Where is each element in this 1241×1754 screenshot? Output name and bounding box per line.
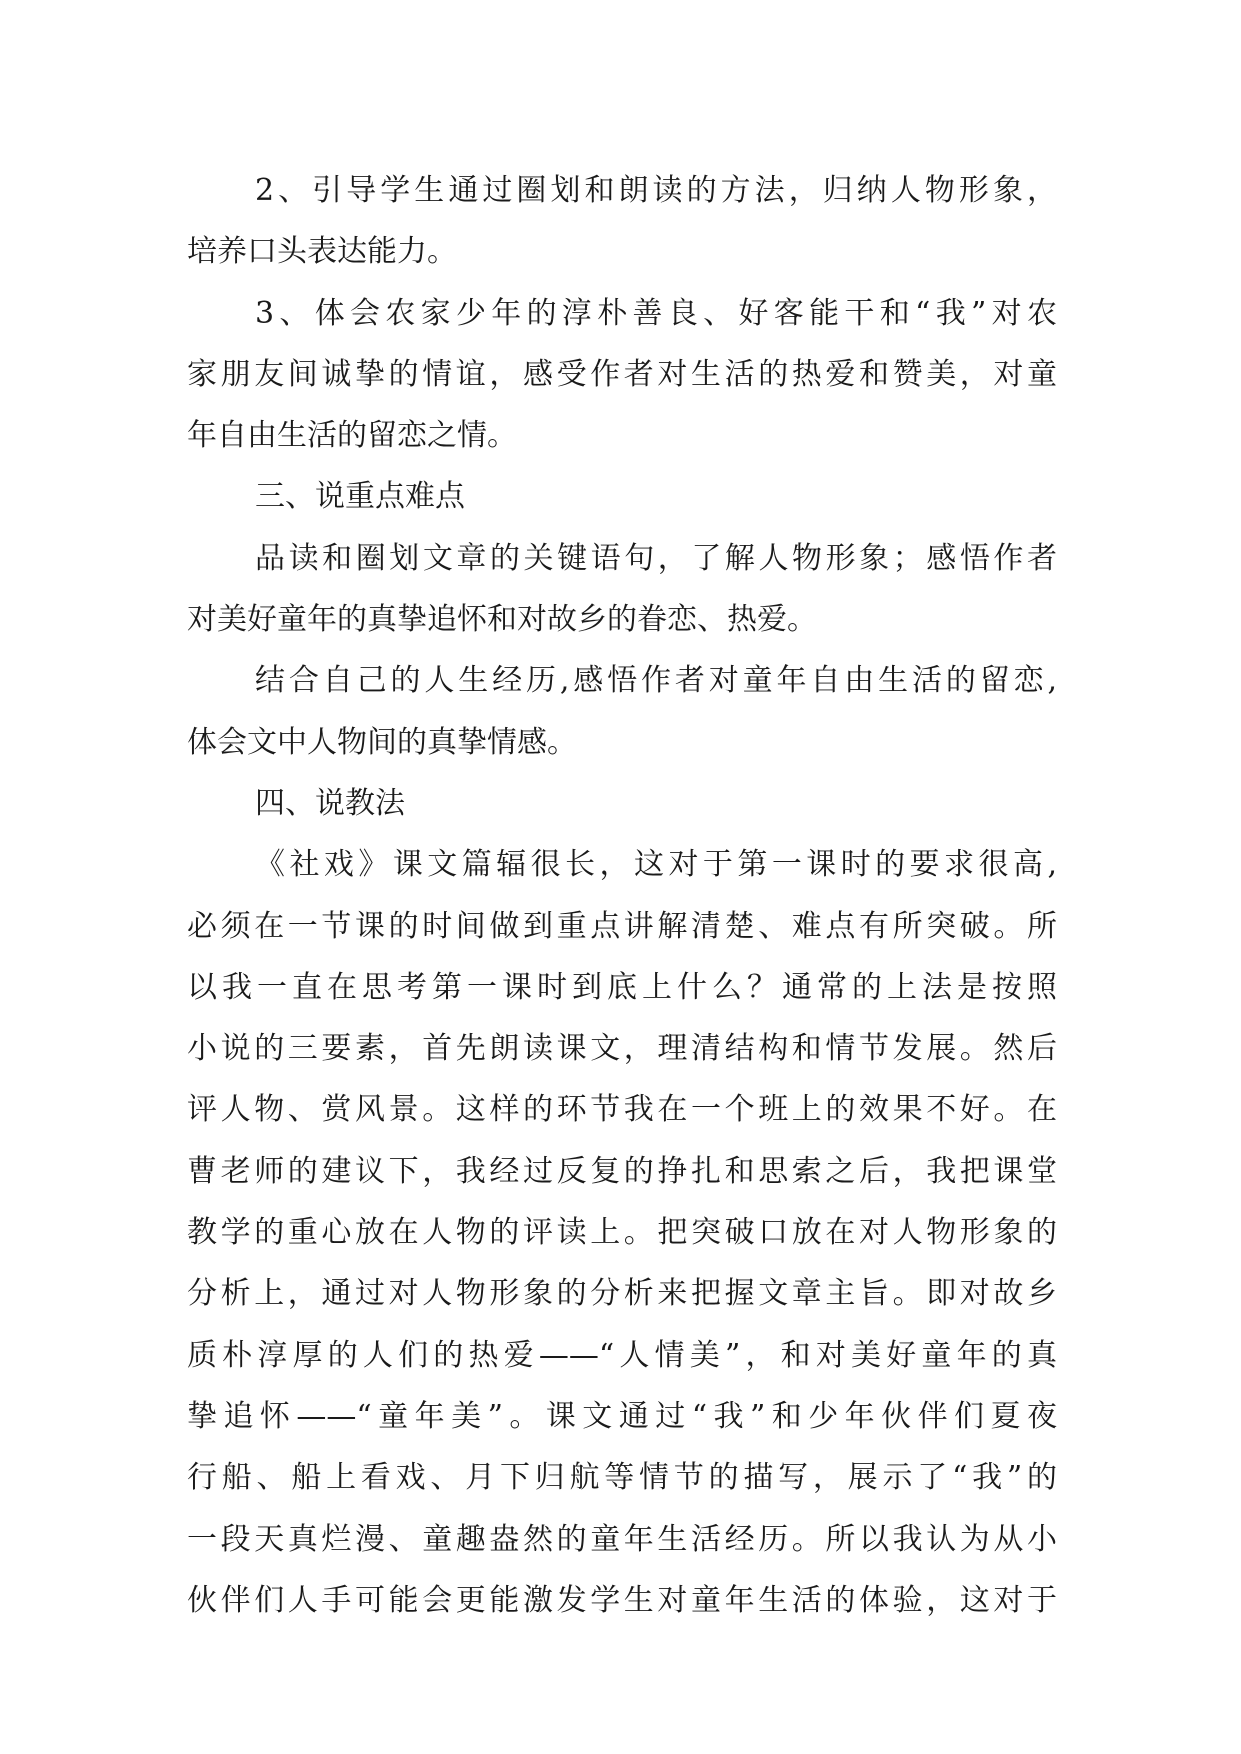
text-line: 三、说重点难点 (255, 479, 465, 515)
text-line: 3、体会农家少年的淳朴善良、好客能干和“我”对农 (255, 295, 1057, 331)
text-line: 挚追怀——“童年美”。课文通过“我”和少年伙伴们夏夜 (187, 1398, 1057, 1434)
text-line: 必须在一节课的时间做到重点讲解清楚、难点有所突破。所 (187, 908, 1057, 944)
text-line: 以我一直在思考第一课时到底上什么？通常的上法是按照 (187, 969, 1057, 1005)
text-line: 培养口头表达能力。 (187, 234, 457, 270)
text-line: 体会文中人物间的真挚情感。 (187, 724, 577, 760)
text-line: 行船、船上看戏、月下归航等情节的描写，展示了“我”的 (187, 1460, 1057, 1496)
text-line: 教学的重心放在人物的评读上。把突破口放在对人物形象的 (187, 1215, 1057, 1251)
text-line: 分析上，通过对人物形象的分析来把握文章主旨。即对故乡 (187, 1276, 1057, 1312)
text-line: 伙伴们人手可能会更能激发学生对童年生活的体验，这对于 (187, 1582, 1057, 1618)
text-line: 2、引导学生通过圈划和朗读的方法，归纳人物形象， (255, 173, 1057, 208)
text-line: 评人物、赏风景。这样的环节我在一个班上的效果不好。在 (187, 1092, 1057, 1128)
text-line: 一段天真烂漫、童趣盎然的童年生活经历。所以我认为从小 (187, 1521, 1057, 1557)
text-line: 对美好童年的真挚追怀和对故乡的眷恋、热爱。 (187, 602, 817, 638)
text-line: 曹老师的建议下，我经过反复的挣扎和思索之后，我把课堂 (187, 1153, 1057, 1189)
text-line: 年自由生活的留恋之情。 (187, 418, 517, 454)
text-line: 结合自己的人生经历,感悟作者对童年自由生活的留恋, (255, 663, 1057, 699)
text-line: 小说的三要素，首先朗读课文，理清结构和情节发展。然后 (187, 1031, 1057, 1067)
text-line: 品读和圈划文章的关键语句，了解人物形象；感悟作者 (255, 540, 1057, 576)
body-text (187, 160, 1057, 1631)
text-line: 《社戏》课文篇辐很长，这对于第一课时的要求很高, (255, 847, 1057, 883)
text-line: 家朋友间诚挚的情谊，感受作者对生活的热爱和赞美，对童 (187, 356, 1057, 392)
text-line: 质朴淳厚的人们的热爱——“人情美”，和对美好童年的真 (187, 1337, 1057, 1373)
text-line: 四、说教法 (255, 785, 405, 821)
